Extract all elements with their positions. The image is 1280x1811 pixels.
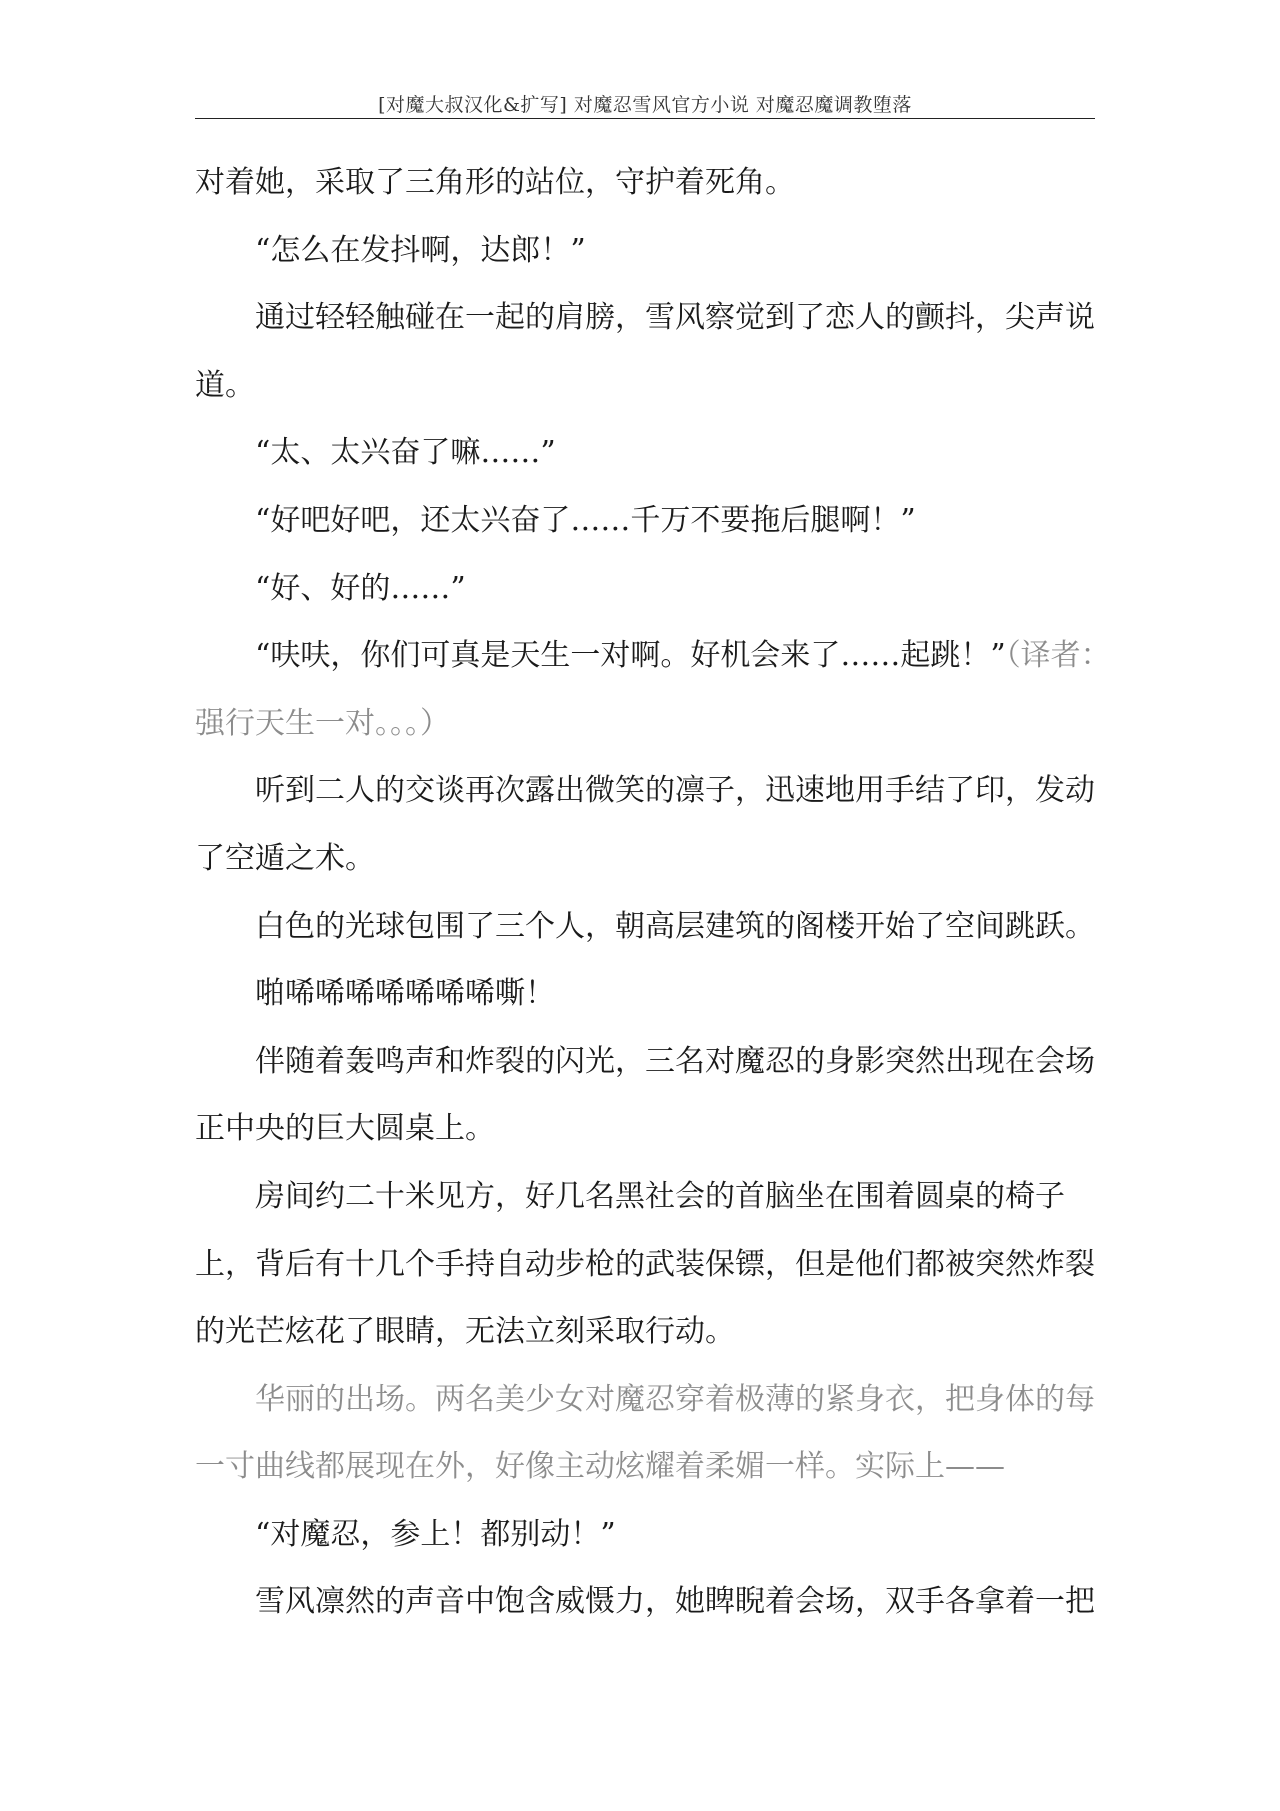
text-line: 白色的光球包围了三个人，朝高层建筑的阁楼开始了空间跳跃。 bbox=[255, 908, 1095, 944]
translator-note: （译者： bbox=[1005, 638, 1111, 674]
text-line-gray: 一寸曲线都展现在外，好像主动炫耀着柔媚一样。实际上—— bbox=[195, 1449, 1005, 1485]
text-line: “好吧好吧，还太兴奋了……千万不要拖后腿啊！” bbox=[255, 502, 916, 538]
text-line: “好、好的……” bbox=[255, 570, 466, 606]
text-line: 了空遁之术。 bbox=[195, 840, 375, 876]
novel-body bbox=[195, 163, 1111, 1650]
text-line bbox=[195, 636, 1111, 704]
text-line: 啪唏唏唏唏唏唏唏嘶！ bbox=[255, 976, 555, 1012]
text-line: “太、太兴奋了嘛……” bbox=[255, 435, 556, 471]
text-line: 房间约二十米见方，好几名黑社会的首脑坐在围着圆桌的椅子 bbox=[255, 1178, 1065, 1214]
page-header: [对魔大叔汉化&扩写] 对魔忍雪风官方小说 对魔忍魔调教堕落 bbox=[378, 94, 912, 116]
translator-note: 强行天生一对。。。） bbox=[195, 705, 450, 741]
text-line: 道。 bbox=[195, 367, 255, 403]
text-line: 的光芒炫花了眼睛，无法立刻采取行动。 bbox=[195, 1314, 735, 1350]
text-line: 正中央的巨大圆桌上。 bbox=[195, 1111, 495, 1147]
text-line: 通过轻轻触碰在一起的肩膀，雪风察觉到了恋人的颤抖，尖声说 bbox=[255, 300, 1095, 336]
text-line-gray: 华丽的出场。两名美少女对魔忍穿着极薄的紧身衣，把身体的每 bbox=[255, 1381, 1095, 1417]
text-line: “怎么在发抖啊，达郎！” bbox=[255, 232, 586, 268]
text-line: “对魔忍，参上！都别动！” bbox=[255, 1516, 616, 1552]
text-line: 听到二人的交谈再次露出微笑的凛子，迅速地用手结了印，发动 bbox=[255, 773, 1095, 809]
text-line: 对着她，采取了三角形的站位，守护着死角。 bbox=[195, 165, 795, 200]
header-divider bbox=[195, 118, 1095, 119]
text-line: 雪风凛然的声音中饱含威慑力，她睥睨着会场，双手各拿着一把 bbox=[255, 1584, 1095, 1620]
dialogue-text: “呋呋，你们可真是天生一对啊。好机会来了……起跳！” bbox=[255, 638, 1006, 674]
text-line: 伴随着轰鸣声和炸裂的闪光，三名对魔忍的身影突然出现在会场 bbox=[255, 1043, 1095, 1079]
text-line: 上，背后有十几个手持自动步枪的武装保镖，但是他们都被突然炸裂 bbox=[195, 1246, 1095, 1282]
